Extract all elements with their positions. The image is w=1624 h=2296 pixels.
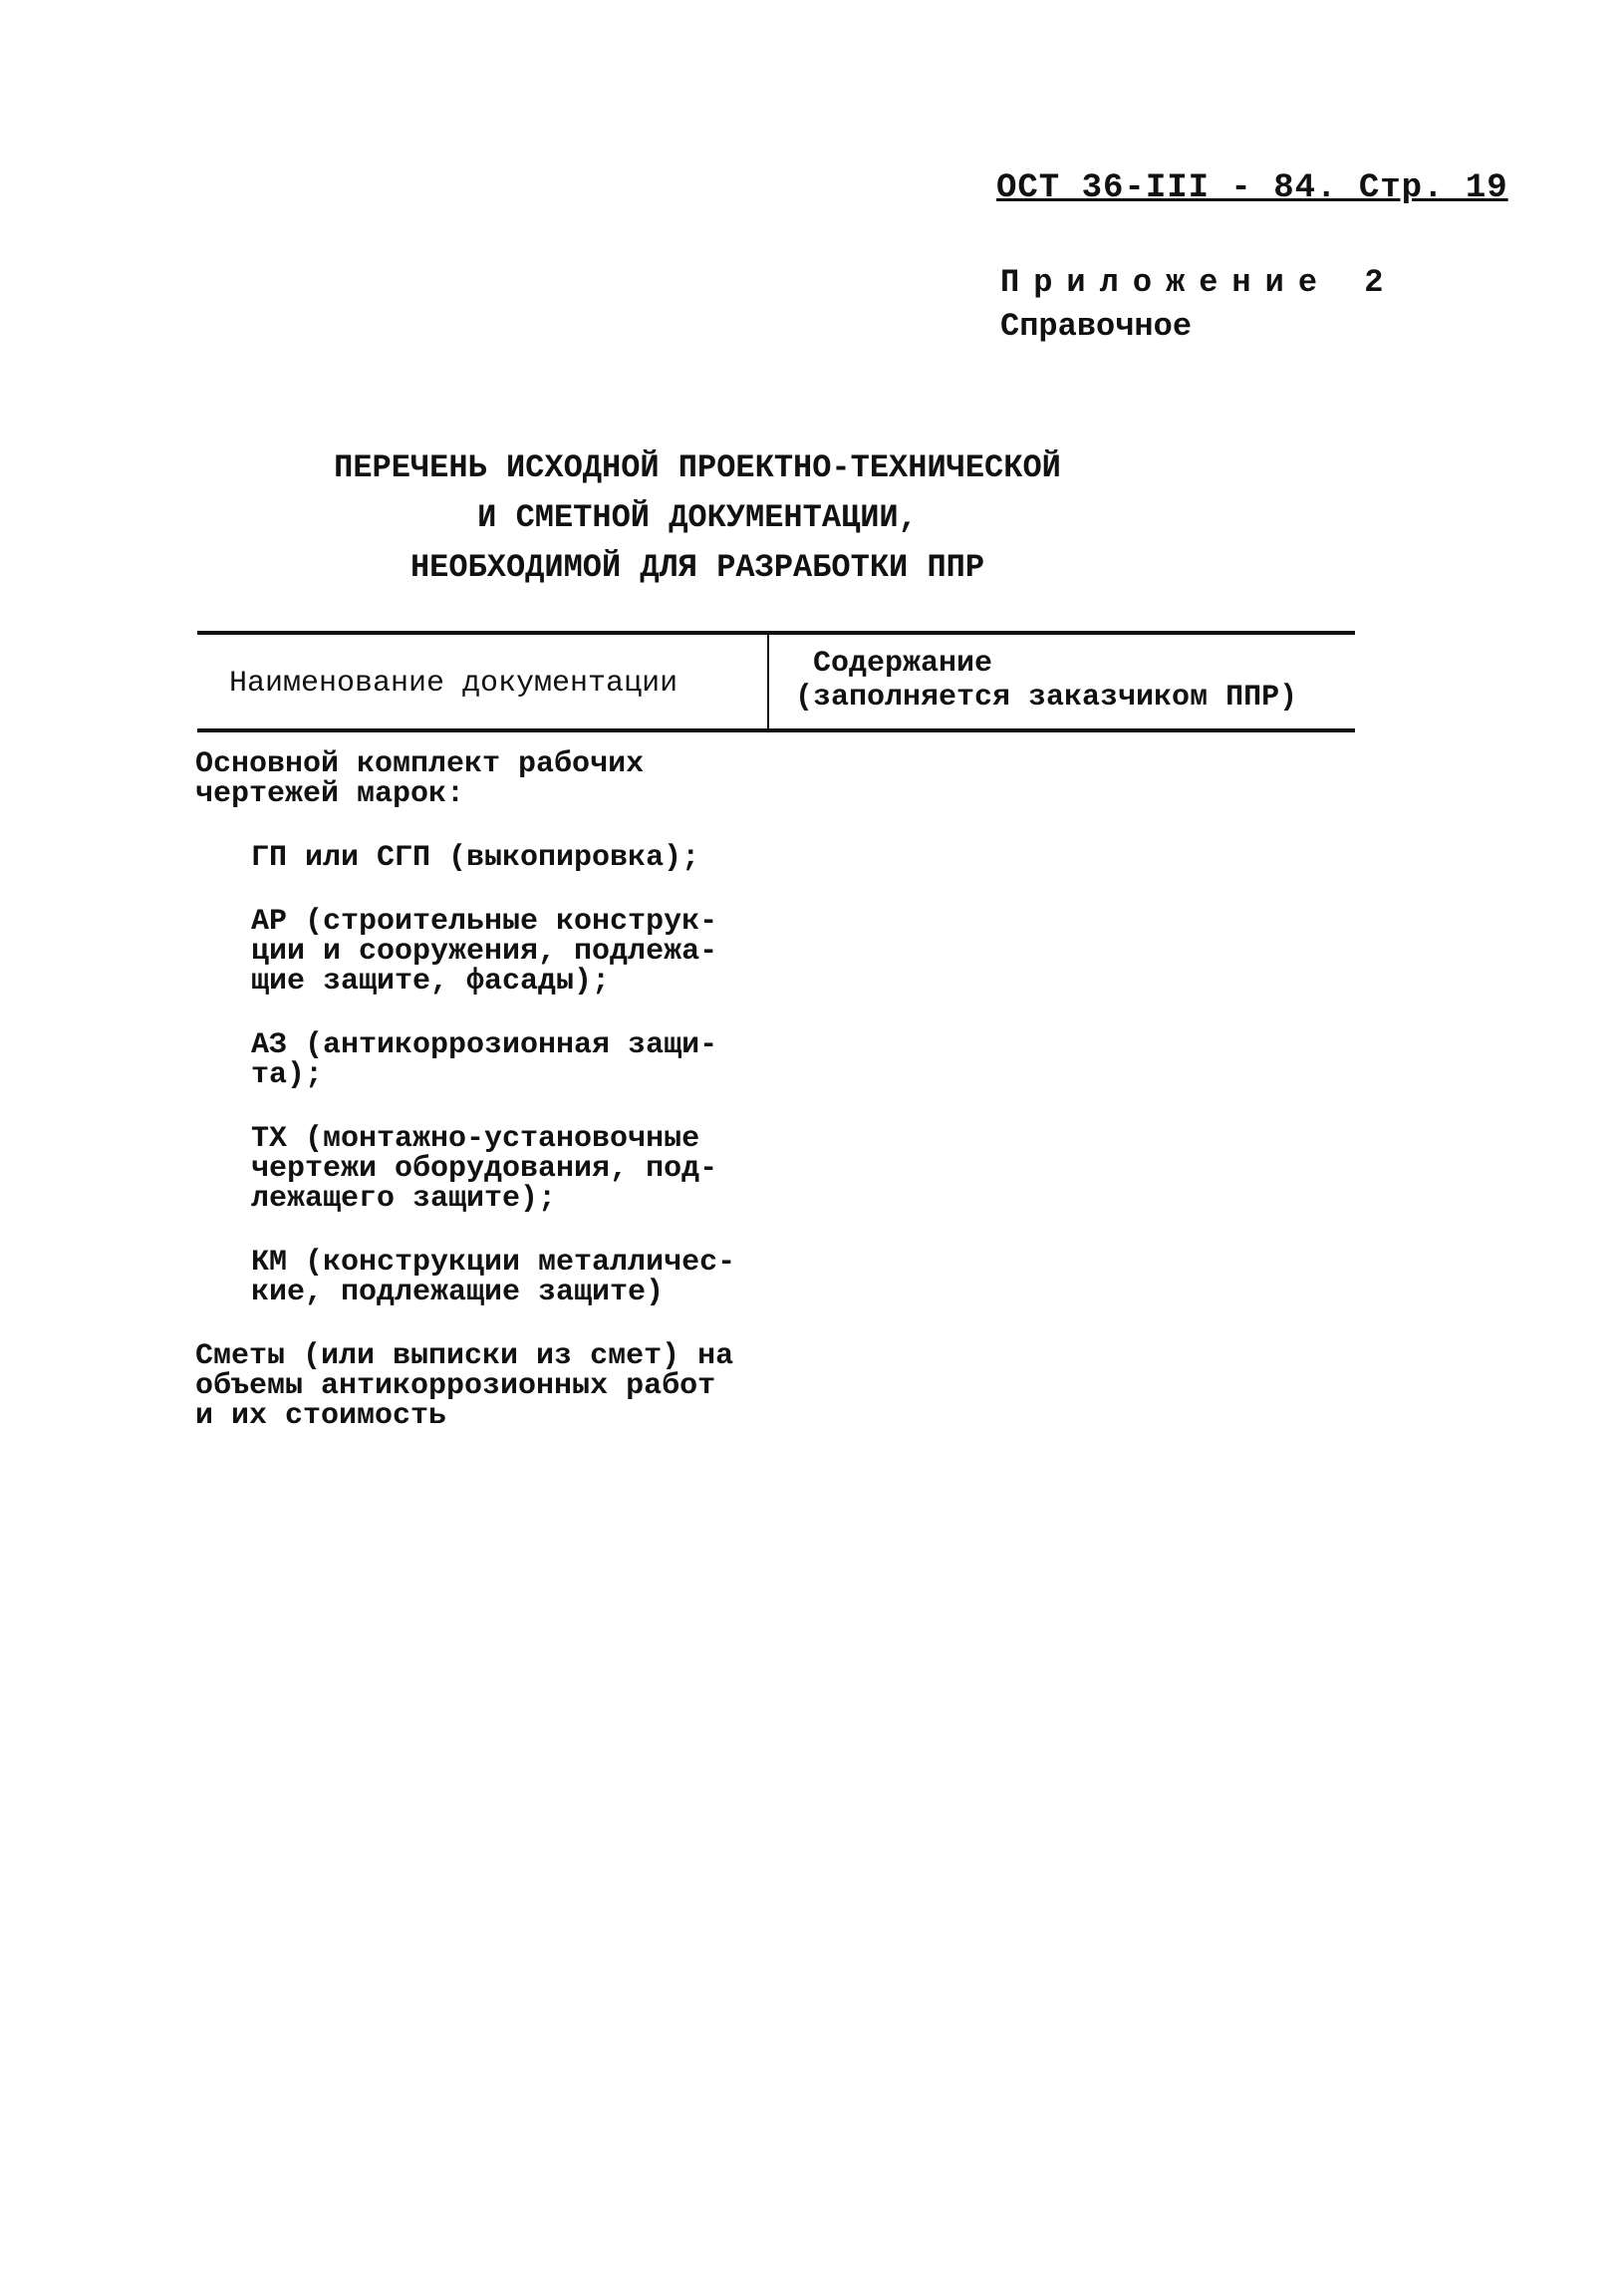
- list-item: [195, 843, 793, 873]
- text-line: ГП или СГП (выкопировка);: [251, 841, 700, 875]
- appendix-type: Справочное: [1000, 308, 1193, 345]
- list-item: [195, 1124, 793, 1214]
- text-line: ции и сооружения, подлежа-: [251, 935, 718, 969]
- text-line: чертежи оборудования, под-: [251, 1152, 718, 1186]
- text-line: Сметы (или выписки из смет) на: [195, 1339, 734, 1373]
- table-header: [197, 631, 1355, 732]
- text-line: Основной комплект рабочих: [195, 747, 645, 781]
- list-intro: [195, 749, 793, 809]
- text-line: КМ (конструкции металличес-: [251, 1246, 736, 1280]
- list-item: [195, 1030, 793, 1090]
- column-divider: [767, 631, 769, 732]
- estimates-item: [195, 1341, 793, 1431]
- column-header-content-line-1: Содержание: [813, 647, 993, 681]
- text-line: объемы антикоррозионных работ: [195, 1369, 716, 1403]
- column-header-content-line-2: (заполняется заказчиком ППР): [795, 681, 1298, 715]
- list-item: [195, 1248, 793, 1307]
- text-line: ТХ (монтажно-установочные: [251, 1122, 700, 1156]
- document-title: [199, 443, 1196, 593]
- text-line: чертежей марок:: [195, 777, 465, 811]
- title-line-2: И СМЕТНОЙ ДОКУМЕНТАЦИИ,: [477, 499, 918, 536]
- documentation-list: [195, 749, 793, 1465]
- text-line: АР (строительные конструк-: [251, 905, 718, 939]
- title-line-1: ПЕРЕЧЕНЬ ИСХОДНОЙ ПРОЕКТНО-ТЕХНИЧЕСКОЙ: [334, 449, 1061, 486]
- text-line: щие защите, фасады);: [251, 965, 611, 999]
- title-line-3: НЕОБХОДИМОЙ ДЛЯ РАЗРАБОТКИ ППР: [409, 549, 985, 586]
- text-line: та);: [251, 1058, 324, 1092]
- appendix-label: Приложение 2: [1000, 264, 1398, 301]
- column-header-name: Наименование документации: [229, 667, 678, 701]
- appendix-block: [1000, 261, 1397, 349]
- text-line: АЗ (антикоррозионная защи-: [251, 1028, 718, 1062]
- document-code: ОСТ 36-III - 84. Стр. 19: [996, 169, 1508, 207]
- text-line: кие, подлежащие защите): [251, 1276, 665, 1309]
- list-item: [195, 907, 793, 997]
- text-line: и их стоимость: [195, 1399, 447, 1433]
- column-header-content: [795, 647, 1297, 715]
- text-line: лежащего защите);: [251, 1182, 557, 1216]
